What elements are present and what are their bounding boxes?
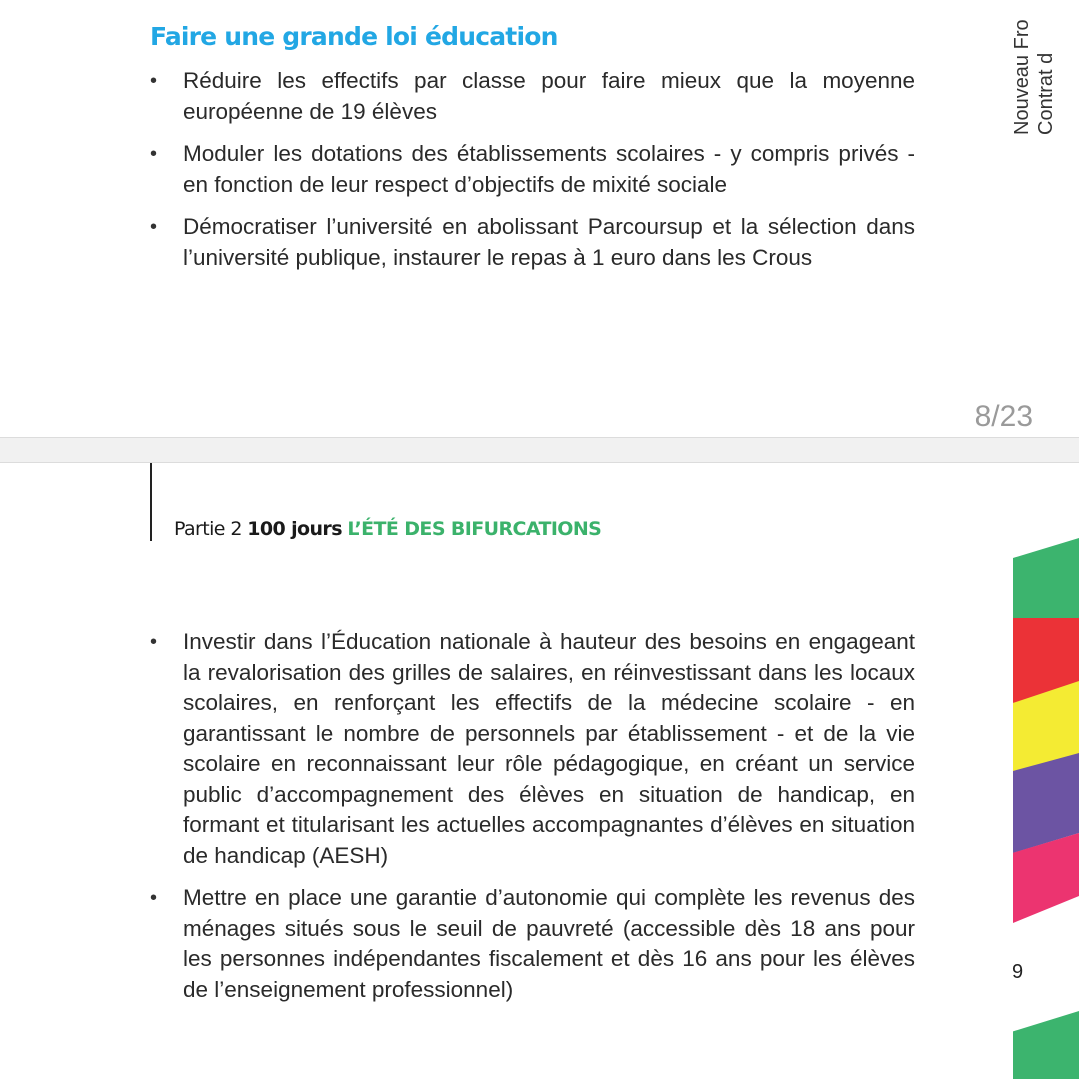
- side-title-line: Contrat d: [1035, 52, 1057, 135]
- partie-label: Partie 2: [174, 518, 242, 540]
- list-item: • Mettre en place une garantie d’autonomie qui complète les revenus des ménages situés sous le seuil de pauvreté (accessible dès 18 ans pour les personnes indépendantes fiscalement et dès 16 ans pour les élèves de l’enseignement professionnel): [150, 883, 915, 1005]
- rotated-document-title: [1010, 0, 1079, 135]
- color-band-green: [1013, 1011, 1079, 1079]
- bullet-list: [150, 627, 915, 1017]
- section-heading: Faire une grande loi éducation: [150, 22, 558, 51]
- section-header: [174, 518, 601, 540]
- list-item: • Investir dans l’Éducation nationale à hauteur des besoins en engageant la revalorisation des grilles de salaires, en réinvestissant dans les locaux scolaires, en renforçant les effectifs de la médecine scolaire - en garantissant le nombre de personnels par établissement - et de la vie scolaire en reconnaissant leur rôle pédagogique, en créant un service public d’accompagnement des élèves en situation de handicap, en formant et titularisant les actuelles accompagnantes d’élèves en situation de handicap (AESH): [150, 627, 915, 871]
- list-item: • Moduler les dotations des établissements scolaires - y compris privés - en fonction de leur respect d’objectifs de mixité sociale: [150, 139, 915, 200]
- page-number: 9: [1012, 961, 1024, 983]
- bullet-list: [150, 66, 915, 285]
- side-title-line: Nouveau Fro: [1011, 19, 1033, 135]
- page-separator: [0, 437, 1079, 463]
- list-item: • Réduire les effectifs par classe pour faire mieux que la moyenne européenne de 19 élèves: [150, 66, 915, 127]
- partie-title: L’ÉTÉ DES BIFURCATIONS: [347, 518, 602, 540]
- page-counter: 8/23: [974, 400, 1033, 433]
- pdf-page-8: [0, 0, 1079, 437]
- partie-bold: 100 jours: [247, 518, 342, 540]
- pdf-page-9: [0, 463, 1079, 1079]
- header-rule: [150, 463, 152, 541]
- list-item: • Démocratiser l’université en abolissant Parcoursup et la sélection dans l’université publique, instaurer le repas à 1 euro dans les Crous: [150, 212, 915, 273]
